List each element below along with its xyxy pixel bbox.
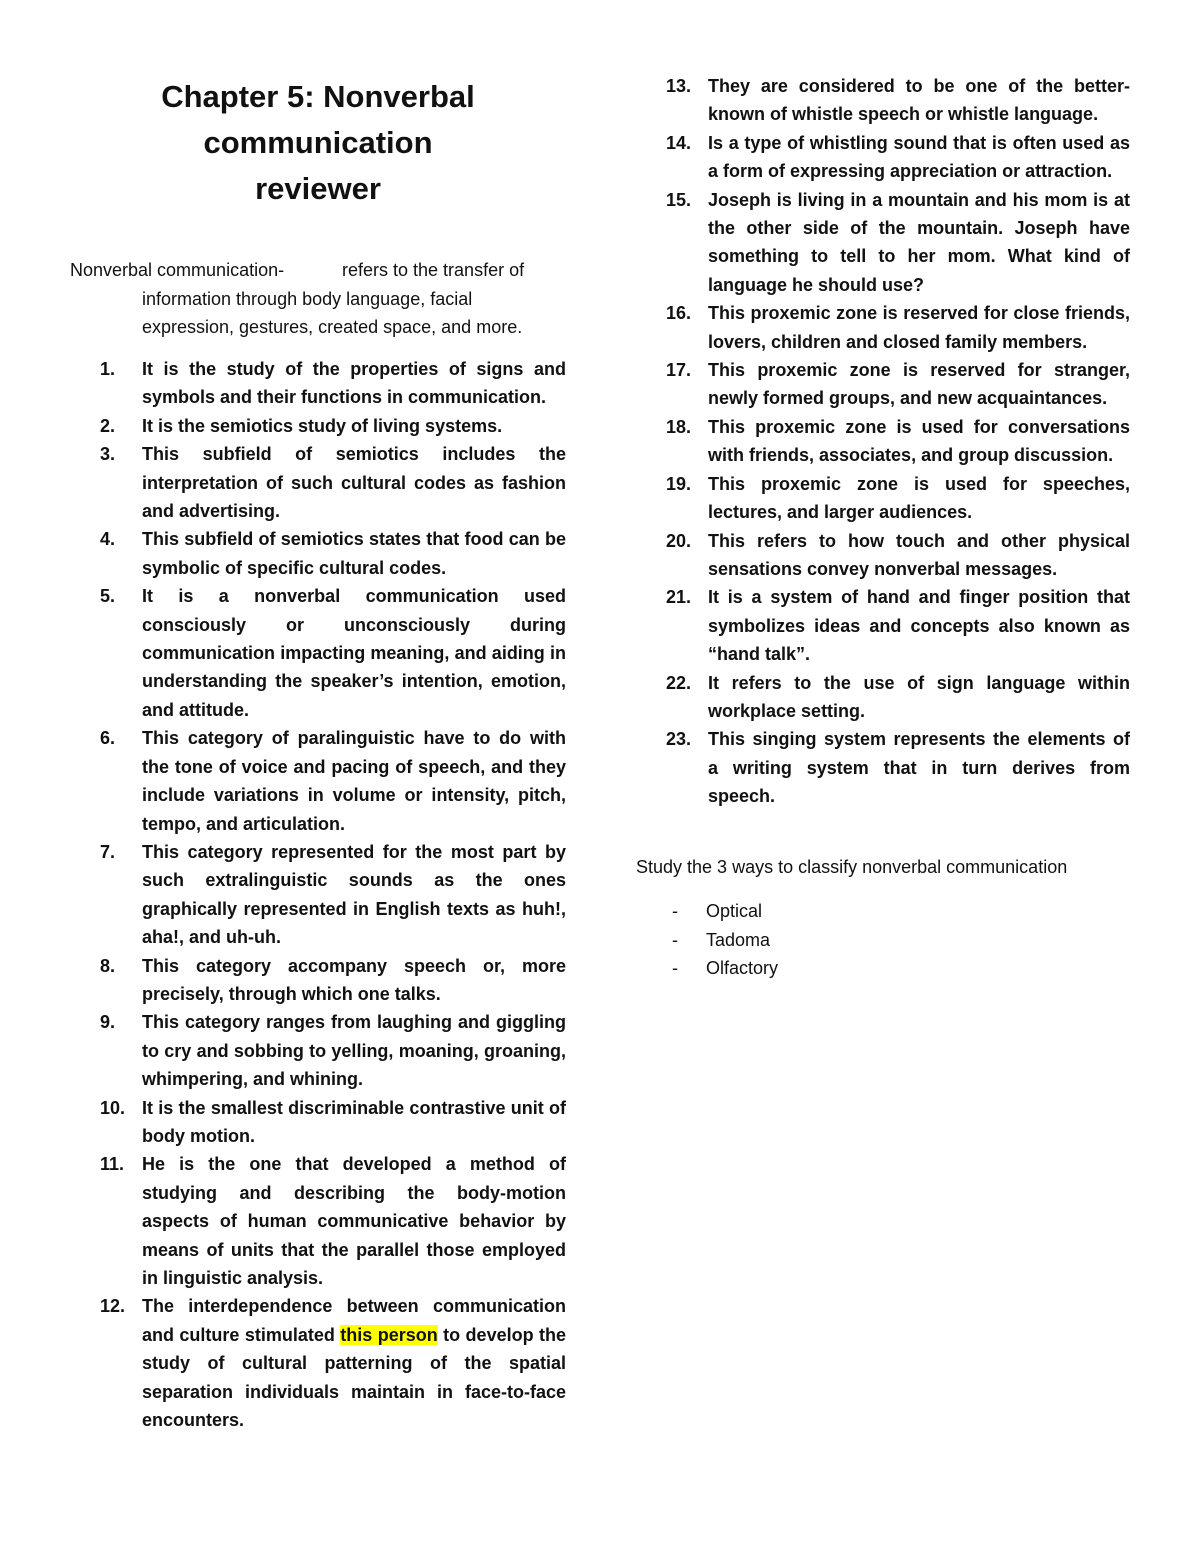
question-text: This proxemic zone is used for conversations with friends, associates, and group discussion. bbox=[708, 416, 1130, 466]
list-item bbox=[636, 926, 778, 955]
question-text: This proxemic zone is reserved for close friends, lovers, children and closed family members. bbox=[708, 303, 1130, 352]
question-item bbox=[636, 527, 1130, 584]
question-item bbox=[70, 525, 566, 582]
question-number: 11. bbox=[100, 1154, 125, 1175]
question-item bbox=[70, 1008, 566, 1093]
question-item bbox=[70, 952, 566, 1009]
question-item bbox=[636, 299, 1130, 356]
question-item bbox=[70, 1292, 566, 1434]
question-number: 19. bbox=[666, 473, 692, 494]
question-item bbox=[70, 1094, 566, 1151]
question-number: 1. bbox=[100, 359, 116, 379]
question-item bbox=[70, 582, 566, 724]
question-text: It is the semiotics study of living systems. bbox=[142, 415, 503, 436]
question-number: 23. bbox=[666, 729, 692, 750]
question-text: It is the study of the properties of signs and symbols and their functions in communication. bbox=[142, 359, 566, 408]
dash-bullet: - bbox=[672, 929, 678, 950]
question-text: It is a system of hand and finger position that symbolizes ideas and concepts also known as “hand talk”. bbox=[708, 587, 1130, 665]
question-text: This refers to how touch and other physical sensations convey nonverbal messages. bbox=[708, 530, 1130, 579]
question-item bbox=[636, 583, 1130, 668]
question-item bbox=[70, 355, 566, 412]
question-number: 4. bbox=[100, 529, 116, 550]
study-heading: Study the 3 ways to classify nonverbal communication bbox=[636, 857, 1068, 877]
question-number: 12. bbox=[100, 1296, 126, 1317]
question-number: 18. bbox=[666, 416, 692, 437]
question-number: 3. bbox=[100, 444, 116, 465]
question-text: This category represented for the most part by such extralinguistic sounds as the ones graphically represented in English texts as huh!, aha!, and uh-uh. bbox=[142, 841, 566, 948]
question-text: This subfield of semiotics includes the interpretation of such cultural codes as fashion and advertising. bbox=[142, 444, 566, 522]
question-number: 22. bbox=[666, 672, 692, 693]
question-text: This subfield of semiotics states that food can be symbolic of specific cultural codes. bbox=[142, 529, 566, 578]
question-text: This category of paralinguistic have to do with the tone of voice and pacing of speech, and they include variations in volume or intensity, pitch, tempo, and articulation. bbox=[142, 728, 566, 834]
question-item bbox=[636, 186, 1130, 300]
question-text: It is a nonverbal communication used consciously or unconsciously during communication impacting meaning, and aiding in understanding the speaker’s intention, emotion, and attitude. bbox=[142, 586, 566, 720]
question-number: 2. bbox=[100, 415, 116, 436]
definition-line-1: refers to the transfer of bbox=[342, 260, 525, 280]
question-number: 13. bbox=[666, 76, 692, 96]
question-text: This proxemic zone is used for speeches, lectures, and larger audiences. bbox=[708, 473, 1130, 523]
question-item bbox=[636, 725, 1130, 810]
question-number: 10. bbox=[100, 1097, 126, 1118]
question-text: It refers to the use of sign language within workplace setting. bbox=[708, 672, 1130, 721]
question-text: It is the smallest discriminable contrastive unit of body motion. bbox=[142, 1097, 566, 1146]
question-number: 14. bbox=[666, 132, 692, 153]
question-number: 7. bbox=[100, 841, 116, 862]
question-item bbox=[636, 129, 1130, 186]
dash-bullet: - bbox=[672, 901, 678, 921]
question-number: 20. bbox=[666, 530, 692, 551]
question-item bbox=[636, 72, 1130, 129]
title-line-2: communication bbox=[203, 125, 433, 160]
question-item bbox=[636, 669, 1130, 726]
question-item bbox=[70, 412, 566, 440]
question-text-after: to develop the study of cultural patterning of the spatial separation individuals maintain in face-to-face encounters. bbox=[142, 1324, 566, 1431]
definition-paragraph bbox=[70, 256, 566, 342]
question-text: This category ranges from laughing and giggling to cry and sobbing to yelling, moaning, groaning, whimpering, and whining. bbox=[142, 1012, 566, 1090]
classification-list bbox=[636, 897, 778, 983]
question-list-left bbox=[70, 355, 566, 1434]
question-number: 15. bbox=[666, 189, 692, 210]
dash-bullet: - bbox=[672, 958, 678, 978]
question-number: 21. bbox=[666, 587, 692, 608]
question-item bbox=[636, 356, 1130, 413]
question-number: 5. bbox=[100, 586, 116, 607]
question-number: 17. bbox=[666, 360, 692, 381]
list-item-text: Optical bbox=[706, 901, 763, 921]
question-text: This singing system represents the elements of a writing system that in turn derives from speech. bbox=[708, 729, 1130, 807]
question-item bbox=[636, 413, 1130, 470]
question-text: Joseph is living in a mountain and his mom is at the other side of the mountain. Joseph have something to tell to her mom. What kind of language he should use? bbox=[708, 189, 1130, 295]
question-item bbox=[70, 440, 566, 525]
list-item-text: Tadoma bbox=[706, 929, 771, 950]
list-item bbox=[636, 897, 778, 926]
definition-term: Nonverbal communication- bbox=[70, 260, 285, 280]
question-text: This proxemic zone is reserved for stranger, newly formed groups, and new acquaintances. bbox=[708, 360, 1130, 409]
question-item bbox=[70, 724, 566, 838]
title-line-1: Chapter 5: Nonverbal bbox=[161, 79, 475, 114]
title-line-3: reviewer bbox=[255, 171, 381, 206]
question-text: This category accompany speech or, more precisely, through which one talks. bbox=[142, 955, 566, 1004]
list-item-text: Olfactory bbox=[706, 958, 779, 978]
question-text: He is the one that developed a method of studying and describing the body-motion aspects of human communicative behavior by means of units that the parallel those employed in linguistic analysis. bbox=[142, 1154, 566, 1288]
question-number: 6. bbox=[100, 728, 116, 749]
question-text: Is a type of whistling sound that is often used as a form of expressing appreciation or attraction. bbox=[708, 132, 1130, 182]
question-list-right bbox=[636, 72, 1130, 811]
question-number: 9. bbox=[100, 1012, 116, 1033]
question-number: 16. bbox=[666, 303, 692, 324]
question-item bbox=[70, 1150, 566, 1292]
highlighted-text: this person bbox=[340, 1324, 438, 1345]
question-number: 8. bbox=[100, 955, 116, 976]
definition-rest: information through body language, facial expression, gestures, created space, and more. bbox=[142, 288, 523, 337]
question-item bbox=[636, 470, 1130, 527]
list-item bbox=[636, 954, 778, 983]
question-item bbox=[70, 838, 566, 952]
page-title bbox=[70, 74, 566, 212]
question-text: They are considered to be one of the better-known of whistle speech or whistle language. bbox=[708, 76, 1130, 125]
question-text-before: The interdependence between communication and culture stimulated bbox=[142, 1296, 566, 1345]
